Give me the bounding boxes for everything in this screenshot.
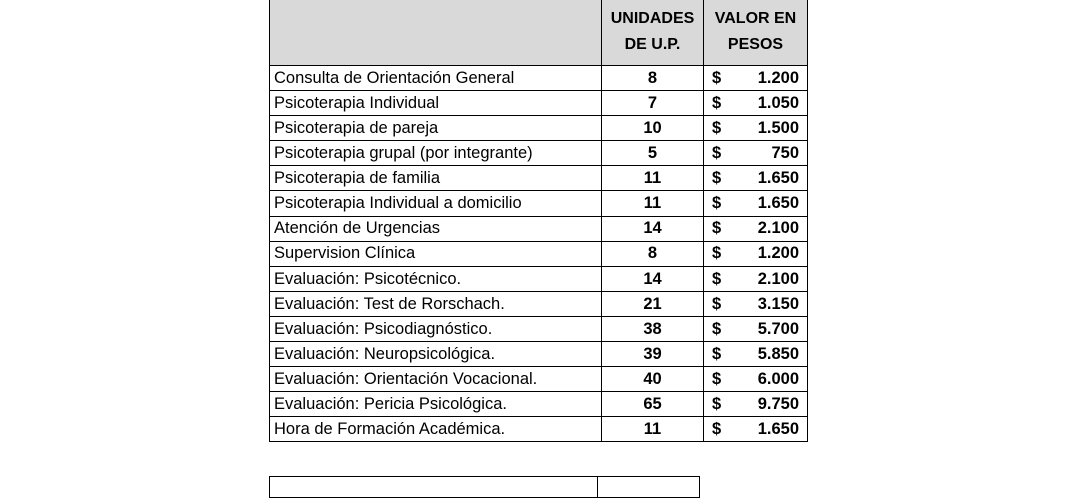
price-cell — [704, 392, 808, 417]
currency-symbol: $ — [712, 219, 722, 238]
currency-symbol: $ — [712, 294, 722, 313]
price-cell — [704, 66, 808, 91]
currency-symbol: $ — [712, 344, 722, 363]
price-amount: 1.650 — [757, 194, 799, 213]
units-value: 38 — [602, 316, 704, 341]
service-name: Psicoterapia grupal (por integrante) — [270, 141, 602, 166]
service-name: Evaluación: Pericia Psicológica. — [270, 392, 602, 417]
units-value: 5 — [602, 141, 704, 166]
price-cell — [704, 91, 808, 116]
service-name: Psicoterapia de pareja — [270, 116, 602, 141]
price-amount: 1.500 — [757, 118, 799, 137]
units-value: 21 — [602, 291, 704, 316]
table-row — [270, 417, 808, 442]
service-name: Atención de Urgencias — [270, 216, 602, 241]
header-value — [704, 0, 808, 66]
price-amount: 5.850 — [757, 344, 799, 363]
currency-symbol: $ — [712, 269, 722, 288]
fees-table — [269, 0, 808, 442]
units-value: 10 — [602, 116, 704, 141]
units-value: 14 — [602, 216, 704, 241]
currency-symbol: $ — [712, 319, 722, 338]
table-row — [270, 392, 808, 417]
service-name: Psicoterapia Individual a domicilio — [270, 191, 602, 216]
table-row — [270, 291, 808, 316]
header-units-line1: UNIDADES — [610, 10, 695, 27]
table-row — [270, 66, 808, 91]
price-cell — [704, 266, 808, 291]
table-header-row — [270, 0, 808, 66]
price-cell — [704, 166, 808, 191]
price-amount: 5.700 — [757, 319, 799, 338]
header-value-line2: PESOS — [727, 36, 784, 53]
price-amount: 750 — [771, 144, 799, 163]
service-name: Evaluación: Psicotécnico. — [270, 266, 602, 291]
header-value-line1: VALOR EN — [714, 10, 797, 27]
table-row — [270, 166, 808, 191]
price-cell — [704, 191, 808, 216]
table-row — [270, 367, 808, 392]
table-body — [270, 66, 808, 442]
units-value: 39 — [602, 342, 704, 367]
table-row — [270, 141, 808, 166]
price-amount: 3.150 — [757, 294, 799, 313]
currency-symbol: $ — [712, 144, 722, 163]
header-units-line2: DE U.P. — [624, 36, 681, 53]
service-name: Evaluación: Orientación Vocacional. — [270, 367, 602, 392]
price-cell — [704, 291, 808, 316]
price-cell — [704, 241, 808, 266]
price-cell — [704, 417, 808, 442]
table-row — [270, 266, 808, 291]
currency-symbol: $ — [712, 369, 722, 388]
price-amount: 1.650 — [757, 169, 799, 188]
service-name: Psicoterapia de familia — [270, 166, 602, 191]
units-value: 7 — [602, 91, 704, 116]
price-cell — [704, 141, 808, 166]
price-cell — [704, 216, 808, 241]
service-name: Hora de Formación Académica. — [270, 417, 602, 442]
table-row — [270, 216, 808, 241]
units-value: 65 — [602, 392, 704, 417]
table-row — [270, 342, 808, 367]
units-value: 11 — [602, 191, 704, 216]
service-name: Evaluación: Psicodiagnóstico. — [270, 316, 602, 341]
price-amount: 1.650 — [757, 420, 799, 439]
table-row — [270, 191, 808, 216]
service-name: Psicoterapia Individual — [270, 91, 602, 116]
table-row — [270, 116, 808, 141]
price-amount: 6.000 — [757, 369, 799, 388]
second-table-fragment — [269, 476, 700, 498]
price-amount: 2.100 — [757, 269, 799, 288]
header-units — [602, 0, 704, 66]
units-value: 11 — [602, 166, 704, 191]
units-value: 14 — [602, 266, 704, 291]
table-row — [270, 241, 808, 266]
price-cell — [704, 342, 808, 367]
service-name: Consulta de Orientación General — [270, 66, 602, 91]
price-amount: 1.200 — [757, 68, 799, 87]
service-name: Supervision Clínica — [270, 241, 602, 266]
price-cell — [704, 367, 808, 392]
price-amount: 1.200 — [757, 244, 799, 263]
price-amount: 9.750 — [757, 395, 799, 414]
table-row — [270, 316, 808, 341]
price-amount: 1.050 — [757, 93, 799, 112]
currency-symbol: $ — [712, 118, 722, 137]
currency-symbol: $ — [712, 244, 722, 263]
currency-symbol: $ — [712, 169, 722, 188]
units-value: 8 — [602, 241, 704, 266]
currency-symbol: $ — [712, 93, 722, 112]
price-amount: 2.100 — [757, 219, 799, 238]
units-value: 11 — [602, 417, 704, 442]
service-name: Evaluación: Neuropsicológica. — [270, 342, 602, 367]
currency-symbol: $ — [712, 395, 722, 414]
units-value: 8 — [602, 66, 704, 91]
service-name: Evaluación: Test de Rorschach. — [270, 291, 602, 316]
table-row — [270, 91, 808, 116]
currency-symbol: $ — [712, 420, 722, 439]
currency-symbol: $ — [712, 194, 722, 213]
price-cell — [704, 316, 808, 341]
currency-symbol: $ — [712, 68, 722, 87]
units-value: 40 — [602, 367, 704, 392]
price-cell — [704, 116, 808, 141]
header-service — [270, 0, 602, 66]
